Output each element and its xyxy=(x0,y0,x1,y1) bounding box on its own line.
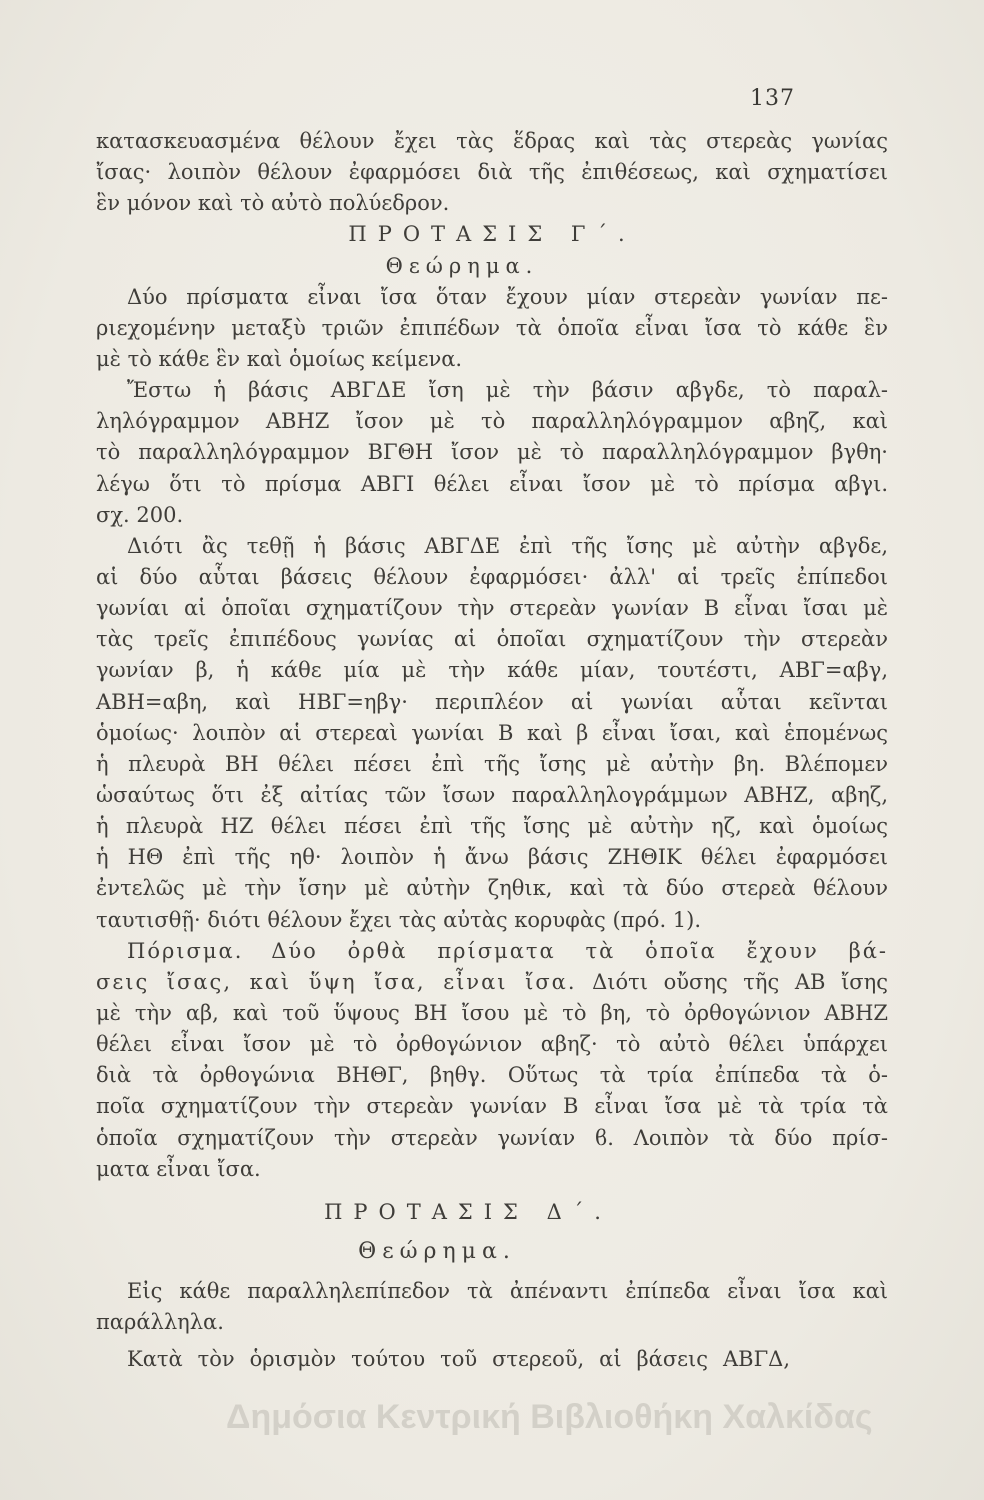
proof-line: ἐντελῶς μὲ τὴν ἴσην μὲ αὐτὴν ζηθικ, καὶ τὰ δύο στερεὰ θέλουν xyxy=(96,876,888,901)
text-line: ἴσας· λοιπὸν θέλουν ἐφαρμόσει διὰ τῆς ἐπιθέσεως, καὶ σχηματίσει xyxy=(96,160,888,185)
figure-reference: σχ. 200. xyxy=(96,502,184,527)
corollary-line: ματα εἶναι ἴσα. xyxy=(96,1156,261,1181)
proof-line: τὰς τρεῖς ἐπιπέδους γωνίας αἱ ὁποῖαι σχηματίζουν τὴν στερεὰν xyxy=(96,627,888,652)
statement-line: παράλληλα. xyxy=(96,1310,224,1335)
proof-line: ἡ πλευρὰ ΒΗ θέλει πέσει ἐπὶ τῆς ἴσης μὲ αὐτὴν βη. Βλέπομεν xyxy=(96,751,888,776)
proof-line: Διότι ἂς τεθῇ ἡ βάσις ΑΒΓΔΕ ἐπὶ τῆς ἴσης μὲ αὐτὴν αβγδε, xyxy=(127,533,888,558)
proof-line: ταυτισθῇ· διότι θέλουν ἔχει τὰς αὐτὰς κορυφὰς (πρό. 1). xyxy=(96,907,702,932)
statement-line: ριεχομένην μεταξὺ τριῶν ἐπιπέδων τὰ ὁποῖα εἶναι ἴσα τὸ κάθε ἓν xyxy=(96,315,888,340)
corollary-spaced-text: σεις ἴσας, καὶ ὕψη ἴσα, εἶναι ἴσα. xyxy=(96,969,577,994)
proof-line: ἡ ΗΘ ἐπὶ τῆς ηθ· λοιπὸν ἡ ἄνω βάσις ΖΗΘΙΚ θέλει ἐφαρμόσει xyxy=(96,845,888,870)
page-text xyxy=(96,126,888,1375)
setup-line: Ἔστω ἡ βάσις ΑΒΓΔΕ ἴση μὲ τὴν βάσιν αβγδε, τὸ παραλ- xyxy=(127,378,888,403)
corollary-line xyxy=(96,967,888,998)
corollary-label: Πόρισμα. xyxy=(127,938,244,963)
theorem-subheading: Θεώρημα. xyxy=(385,253,539,278)
proof-line: γωνίαι αἱ ὁποῖαι σχηματίζουν τὴν στερεὰν γωνίαν Β εἶναι ἴσαι μὲ xyxy=(96,596,888,621)
proof-line: Κατὰ τὸν ὁρισμὸν τούτου τοῦ στερεοῦ, αἱ βάσεις ΑΒΓΔ, xyxy=(127,1347,790,1372)
proof-line: ΑΒΗ=αβη, καὶ ΗΒΓ=ηβγ· περιπλέον αἱ γωνίαι αὗται κεῖνται xyxy=(96,689,888,714)
corollary-spaced-text: Δύο ὀρθὰ πρίσματα τὰ ὁποῖα ἔχουν βά- xyxy=(271,938,888,963)
setup-line: ληλόγραμμον ΑΒΗΖ ἴσον μὲ τὸ παραλληλόγραμμον αβηζ, καὶ xyxy=(96,409,888,434)
corollary-text: Διότι οὔσης τῆς ΑΒ ἴσης xyxy=(592,969,888,994)
text-line: ἓν μόνον καὶ τὸ αὐτὸ πολύεδρον. xyxy=(96,191,450,216)
corollary-line xyxy=(96,936,888,967)
library-watermark: Δημόσια Κεντρική Βιβλιοθήκη Χαλκίδας xyxy=(226,1398,873,1436)
statement-line: μὲ τὸ κάθε ἓν καὶ ὁμοίως κείμενα. xyxy=(96,346,463,371)
theorem-subheading: Θεώρημα. xyxy=(358,1238,516,1264)
setup-line: λέγω ὅτι τὸ πρίσμα ΑΒΓΙ θέλει εἶναι ἴσον μὲ τὸ πρίσμα αβγι. xyxy=(96,471,888,496)
setup-line: τὸ παραλληλόγραμμον ΒΓΘΗ ἴσον μὲ τὸ παραλληλόγραμμον βγθη· xyxy=(96,440,888,465)
text-line: κατασκευασμένα θέλουν ἔχει τὰς ἕδρας καὶ τὰς στερεὰς γωνίας xyxy=(96,129,888,153)
proposition-heading: ΠΡΟΤΑΣΙΣ Γ΄. xyxy=(348,222,636,247)
proof-line: γωνίαν β, ἡ κάθε μία μὲ τὴν κάθε μίαν, τουτέστι, ΑΒΓ=αβγ, xyxy=(96,658,888,683)
corollary-line: διὰ τὰ ὀρθογώνια ΒΗΘΓ, βηθγ. Οὕτως τὰ τρία ἐπίπεδα τὰ ὁ- xyxy=(96,1063,888,1088)
corollary-line: μὲ τὴν αβ, καὶ τοῦ ὕψους ΒΗ ἴσου μὲ τὸ βη, τὸ ὀρθογώνιον ΑΒΗΖ xyxy=(96,1000,888,1025)
statement-line: Εἰς κάθε παραλληλεπίπεδον τὰ ἀπέναντι ἐπίπεδα εἶναι ἴσα καὶ xyxy=(127,1279,888,1304)
corollary-line: ὁποῖα σχηματίζουν τὴν στερεὰν γωνίαν ϐ. Λοιπὸν τὰ δύο πρίσ- xyxy=(96,1125,888,1150)
proof-line: ἡ πλευρὰ ΗΖ θέλει πέσει ἐπὶ τῆς ἴσης μὲ αὐτὴν ηζ, καὶ ὁμοίως xyxy=(96,814,888,839)
corollary-line: θέλει εἶναι ἴσον μὲ τὸ ὀρθογώνιον αβηζ· τὸ αὐτὸ θέλει ὑπάρχει xyxy=(96,1032,888,1057)
proposition-heading: ΠΡΟΤΑΣΙΣ Δ΄. xyxy=(324,1199,612,1224)
corollary-line: ποῖα σχηματίζουν τὴν στερεὰν γωνίαν Β εἶναι ἴσα μὲ τὰ τρία τὰ xyxy=(96,1094,888,1119)
proof-line: ὡσαύτως ὅτι ἐξ αἰτίας τῶν ἴσων παραλληλογράμμων ΑΒΗΖ, αβηζ, xyxy=(96,782,888,807)
page-number: 137 xyxy=(750,86,795,111)
proof-line: αἱ δύο αὗται βάσεις θέλουν ἐφαρμόσει· ἀλλ' αἱ τρεῖς ἐπίπεδοι xyxy=(96,564,888,589)
statement-line: Δύο πρίσματα εἶναι ἴσα ὅταν ἔχουν μίαν στερεὰν γωνίαν πε- xyxy=(127,284,888,309)
proof-line: ὁμοίως· λοιπὸν αἱ στερεαὶ γωνίαι Β καὶ β εἶναι ἴσαι, καὶ ἑπομένως xyxy=(96,720,888,745)
